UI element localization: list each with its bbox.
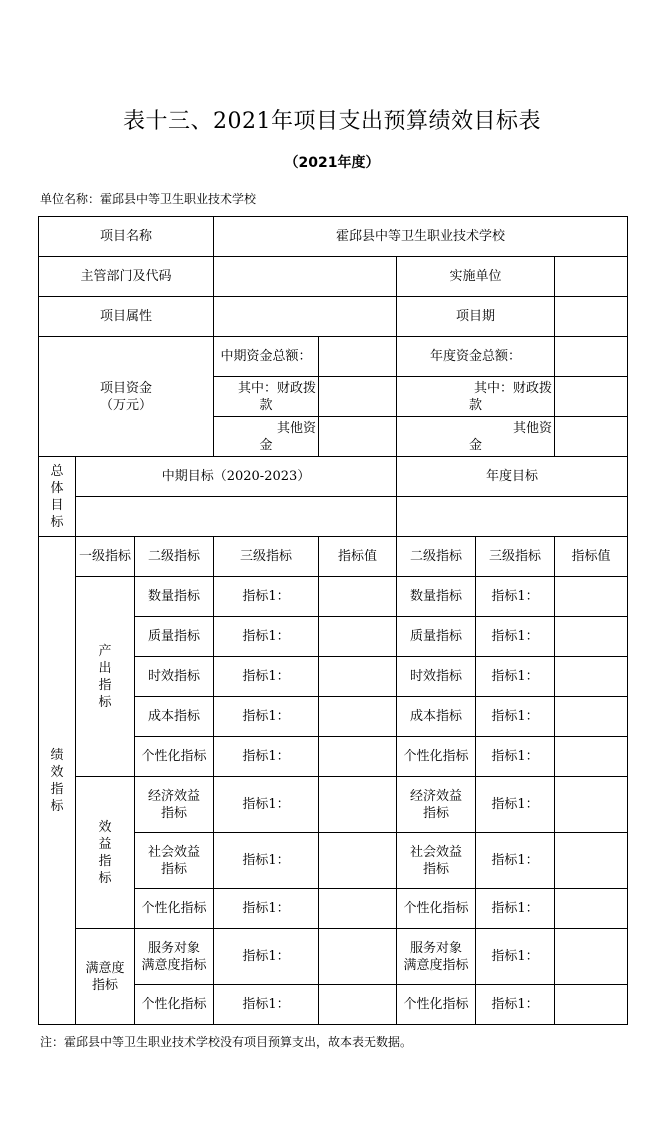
year-other-label — [397, 417, 555, 457]
annual-goal-value — [397, 497, 628, 537]
quantity-label: 数量指标 — [135, 577, 214, 617]
mid-other-label — [214, 417, 319, 457]
year-total-value — [555, 337, 628, 377]
satisfaction-category — [76, 929, 135, 1025]
benefit-personal-value — [319, 889, 397, 929]
service-label — [135, 929, 214, 985]
cost-label-annual: 成本指标 — [397, 697, 476, 737]
output-personal-label: 个性化指标 — [135, 737, 214, 777]
overall-goal-text: 总体目标 — [50, 463, 64, 530]
dept-label: 主管部门及代码 — [39, 257, 214, 297]
satisfaction-personal-value-annual — [555, 985, 628, 1025]
cost-indicator: 指标1： — [214, 697, 319, 737]
mid-fin-value — [319, 377, 397, 417]
quantity-label-annual: 数量指标 — [397, 577, 476, 617]
year-fin-suffix: 款 — [469, 397, 483, 413]
benefit-personal-label-annual: 个性化指标 — [397, 889, 476, 929]
mid-fin-label — [214, 377, 319, 417]
header-level2-annual: 二级指标 — [397, 537, 476, 577]
year-other-value — [555, 417, 628, 457]
unit-label: 单位名称：霍邱县中等卫生职业技术学校 — [40, 192, 257, 206]
output-personal-indicator-annual: 指标1： — [476, 737, 555, 777]
output-category-text: 产出指标 — [98, 643, 112, 710]
service-label-line1: 服务对象 — [148, 940, 201, 956]
quantity-indicator: 指标1： — [214, 577, 319, 617]
funds-label — [39, 337, 214, 457]
service-indicator-annual: 指标1： — [476, 929, 555, 985]
cost-label: 成本指标 — [135, 697, 214, 737]
annual-goal-header: 年度目标 — [397, 457, 628, 497]
social-label-line1: 社会效益 — [148, 844, 201, 860]
attr-label: 项目属性 — [39, 297, 214, 337]
mid-term-goal-header: 中期目标（2020-2023） — [76, 457, 397, 497]
output-personal-label-annual: 个性化指标 — [397, 737, 476, 777]
mid-fin-suffix: 款 — [259, 397, 273, 413]
service-label-annual — [397, 929, 476, 985]
benefit-personal-indicator: 指标1： — [214, 889, 319, 929]
header-level3: 三级指标 — [214, 537, 319, 577]
satisfaction-personal-indicator: 指标1： — [214, 985, 319, 1025]
service-value-annual — [555, 929, 628, 985]
economic-value-annual — [555, 777, 628, 833]
footnote: 注：霍邱县中等卫生职业技术学校没有项目预算支出，故本表无数据。 — [40, 1035, 413, 1049]
period-value — [555, 297, 628, 337]
service-value — [319, 929, 397, 985]
quantity-indicator-annual: 指标1： — [476, 577, 555, 617]
satisfaction-personal-label: 个性化指标 — [135, 985, 214, 1025]
social-value-annual — [555, 833, 628, 889]
performance-table — [38, 216, 628, 1025]
economic-label — [135, 777, 214, 833]
economic-label-line2: 指标 — [161, 805, 188, 821]
economic-value — [319, 777, 397, 833]
quantity-value — [319, 577, 397, 617]
mid-other-prefix: 其他资 — [277, 420, 317, 436]
header-level1: 一级指标 — [76, 537, 135, 577]
page-title: 表十三、2021年项目支出预算绩效目标表 — [123, 109, 541, 134]
social-label-annual — [397, 833, 476, 889]
service-label-line2: 满意度指标 — [141, 957, 207, 973]
cost-value-annual — [555, 697, 628, 737]
benefit-personal-label: 个性化指标 — [135, 889, 214, 929]
header-level3-annual: 三级指标 — [476, 537, 555, 577]
year-fin-label — [397, 377, 555, 417]
year-total-label: 年度资金总额： — [397, 337, 555, 377]
mid-other-suffix: 金 — [259, 437, 273, 453]
quality-indicator-annual: 指标1： — [476, 617, 555, 657]
quality-value — [319, 617, 397, 657]
page-subtitle: （2021年度） — [284, 155, 380, 171]
quantity-value-annual — [555, 577, 628, 617]
economic-annual-line2: 指标 — [423, 805, 450, 821]
funds-label-line2: （万元） — [100, 397, 153, 413]
year-other-suffix: 金 — [469, 437, 483, 453]
economic-label-line1: 经济效益 — [148, 788, 201, 804]
timeliness-value — [319, 657, 397, 697]
satisfaction-personal-indicator-annual: 指标1： — [476, 985, 555, 1025]
header-level2: 二级指标 — [135, 537, 214, 577]
output-personal-value — [319, 737, 397, 777]
mid-total-value — [319, 337, 397, 377]
output-personal-indicator: 指标1： — [214, 737, 319, 777]
economic-indicator: 指标1： — [214, 777, 319, 833]
timeliness-indicator-annual: 指标1： — [476, 657, 555, 697]
social-value — [319, 833, 397, 889]
period-label: 项目期 — [397, 297, 555, 337]
impl-unit-label: 实施单位 — [397, 257, 555, 297]
benefit-personal-value-annual — [555, 889, 628, 929]
timeliness-value-annual — [555, 657, 628, 697]
project-name-label: 项目名称 — [39, 217, 214, 257]
perf-label — [39, 537, 76, 1025]
quality-indicator: 指标1： — [214, 617, 319, 657]
mid-term-goal-value — [76, 497, 397, 537]
perf-label-text: 绩效指标 — [50, 747, 64, 814]
satisfaction-line2: 指标 — [91, 977, 118, 993]
economic-annual-line1: 经济效益 — [410, 788, 463, 804]
social-label — [135, 833, 214, 889]
project-name-value: 霍邱县中等卫生职业技术学校 — [214, 217, 628, 257]
quality-label: 质量指标 — [135, 617, 214, 657]
social-label-line2: 指标 — [161, 861, 188, 877]
service-indicator: 指标1： — [214, 929, 319, 985]
service-annual-line1: 服务对象 — [410, 940, 463, 956]
funds-label-line1: 项目资金 — [100, 380, 153, 396]
satisfaction-personal-label-annual: 个性化指标 — [397, 985, 476, 1025]
social-annual-line1: 社会效益 — [410, 844, 463, 860]
timeliness-label-annual: 时效指标 — [397, 657, 476, 697]
quality-label-annual: 质量指标 — [397, 617, 476, 657]
satisfaction-line1: 满意度 — [85, 960, 125, 976]
cost-indicator-annual: 指标1： — [476, 697, 555, 737]
social-indicator-annual: 指标1： — [476, 833, 555, 889]
social-indicator: 指标1： — [214, 833, 319, 889]
satisfaction-personal-value — [319, 985, 397, 1025]
social-annual-line2: 指标 — [423, 861, 450, 877]
mid-total-label: 中期资金总额： — [214, 337, 319, 377]
dept-value — [214, 257, 397, 297]
year-fin-prefix: 其中：财政拨 — [474, 380, 553, 396]
timeliness-label: 时效指标 — [135, 657, 214, 697]
economic-label-annual — [397, 777, 476, 833]
mid-fin-prefix: 其中：财政拨 — [238, 380, 317, 396]
mid-other-value — [319, 417, 397, 457]
cost-value — [319, 697, 397, 737]
output-personal-value-annual — [555, 737, 628, 777]
economic-indicator-annual: 指标1： — [476, 777, 555, 833]
overall-goal-label — [39, 457, 76, 537]
benefit-personal-indicator-annual: 指标1： — [476, 889, 555, 929]
timeliness-indicator: 指标1： — [214, 657, 319, 697]
output-category — [76, 577, 135, 777]
year-fin-value — [555, 377, 628, 417]
benefit-category-text: 效益指标 — [98, 819, 112, 886]
header-value: 指标值 — [319, 537, 397, 577]
benefit-category — [76, 777, 135, 929]
year-other-prefix: 其他资 — [513, 420, 553, 436]
impl-unit-value — [555, 257, 628, 297]
quality-value-annual — [555, 617, 628, 657]
service-annual-line2: 满意度指标 — [403, 957, 469, 973]
header-value-annual: 指标值 — [555, 537, 628, 577]
attr-value — [214, 297, 397, 337]
